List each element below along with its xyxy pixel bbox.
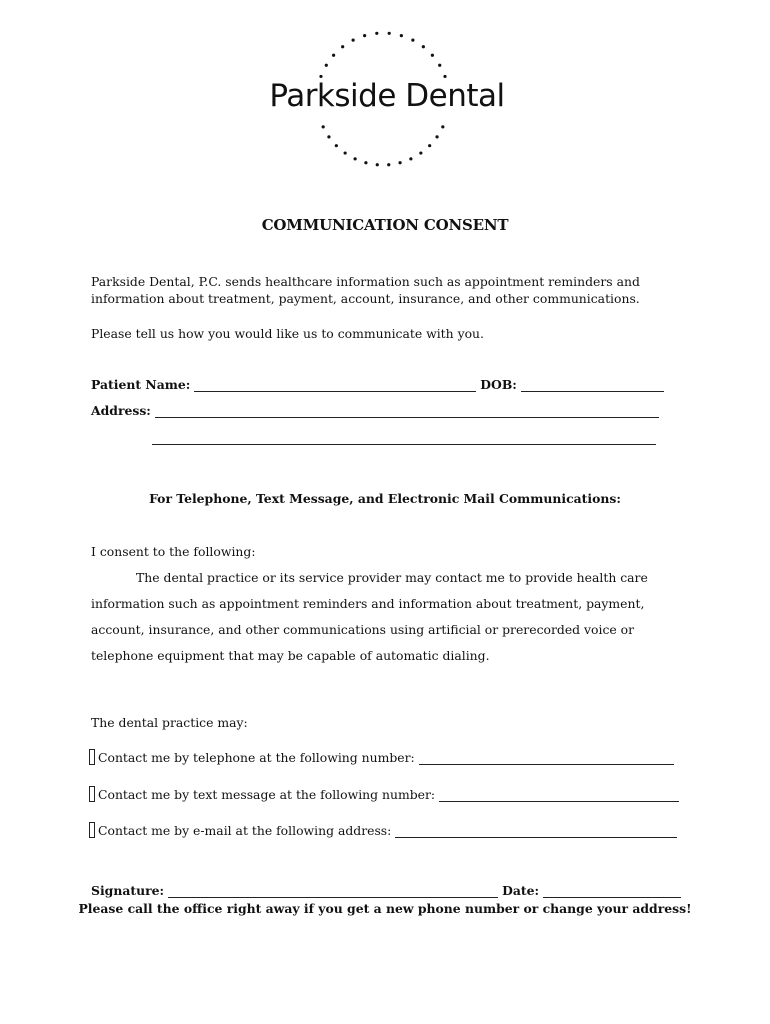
email-address-field[interactable]	[395, 825, 677, 838]
logo-dot	[419, 151, 422, 154]
date-label: Date:	[502, 883, 540, 898]
footer-note: Please call the office right away if you get a new phone number or change your address!	[78, 901, 692, 916]
option-telephone	[89, 749, 674, 765]
logo-dot	[325, 64, 328, 67]
logo-dot	[428, 144, 431, 147]
signature-row	[91, 883, 681, 898]
telephone-checkbox[interactable]	[89, 749, 95, 765]
logo-dot	[409, 157, 412, 160]
consent-line-1: The dental practice or its service provider may contact me to provide health care	[136, 570, 648, 585]
logo-dot	[354, 157, 357, 160]
intro-line-1: Parkside Dental, P.C. sends healthcare information such as appointment reminders and	[91, 274, 640, 289]
logo-dot	[376, 163, 379, 166]
logo-dot	[352, 39, 355, 42]
logo-text: Parkside Dental	[269, 78, 505, 114]
logo-dot	[422, 45, 425, 48]
address-field-line-1[interactable]	[155, 405, 659, 418]
consent-line-4: telephone equipment that may be capable of automatic dialing.	[91, 648, 490, 663]
option-text-message-label: Contact me by text message at the following number:	[98, 787, 436, 802]
patient-name-row	[91, 377, 664, 392]
consent-line-2: information such as appointment reminders and information about treatment, payment,	[91, 596, 645, 611]
signature-field[interactable]	[168, 885, 498, 898]
logo-dot	[441, 125, 444, 128]
logo-dot	[363, 34, 366, 37]
logo-dot	[435, 135, 438, 138]
signature-label: Signature:	[91, 883, 165, 898]
text-message-checkbox[interactable]	[89, 786, 95, 802]
dob-label: DOB:	[480, 377, 517, 392]
consent-line-3: account, insurance, and other communications using artificial or prerecorded voice or	[91, 622, 635, 637]
dob-field[interactable]	[521, 379, 664, 392]
logo-dot	[400, 34, 403, 37]
option-text-message	[89, 786, 679, 802]
logo-dot	[364, 161, 367, 164]
address-field-line-2[interactable]	[152, 432, 656, 445]
logo-dot	[438, 64, 441, 67]
intro-line-3: Please tell us how you would like us to communicate with you.	[91, 326, 484, 341]
consent-intro: I consent to the following:	[91, 544, 256, 559]
email-checkbox[interactable]	[89, 822, 95, 838]
option-email	[89, 822, 677, 838]
address-label: Address:	[91, 403, 151, 418]
text-message-number-field[interactable]	[439, 789, 679, 802]
logo-dot	[388, 32, 391, 35]
logo-dot	[327, 135, 330, 138]
logo-dot	[332, 54, 335, 57]
logo-dot	[398, 161, 401, 164]
logo-dot	[387, 163, 390, 166]
logo-dot	[431, 54, 434, 57]
section-heading: For Telephone, Text Message, and Electronic Mail Communications:	[149, 491, 621, 506]
logo-dot	[322, 125, 325, 128]
logo-dot	[375, 32, 378, 35]
logo-dot	[341, 45, 344, 48]
patient-name-field[interactable]	[194, 379, 476, 392]
telephone-number-field[interactable]	[419, 752, 674, 765]
logo-dot	[344, 151, 347, 154]
page-title: COMMUNICATION CONSENT	[261, 216, 509, 234]
address-row	[91, 403, 659, 418]
logo-dot	[411, 39, 414, 42]
date-field[interactable]	[543, 885, 681, 898]
options-heading: The dental practice may:	[91, 715, 248, 730]
option-telephone-label: Contact me by telephone at the following number:	[98, 750, 415, 765]
logo-dot	[335, 144, 338, 147]
patient-name-label: Patient Name:	[91, 377, 191, 392]
option-email-label: Contact me by e-mail at the following address:	[98, 823, 392, 838]
intro-line-2: information about treatment, payment, account, insurance, and other communications.	[91, 291, 640, 306]
